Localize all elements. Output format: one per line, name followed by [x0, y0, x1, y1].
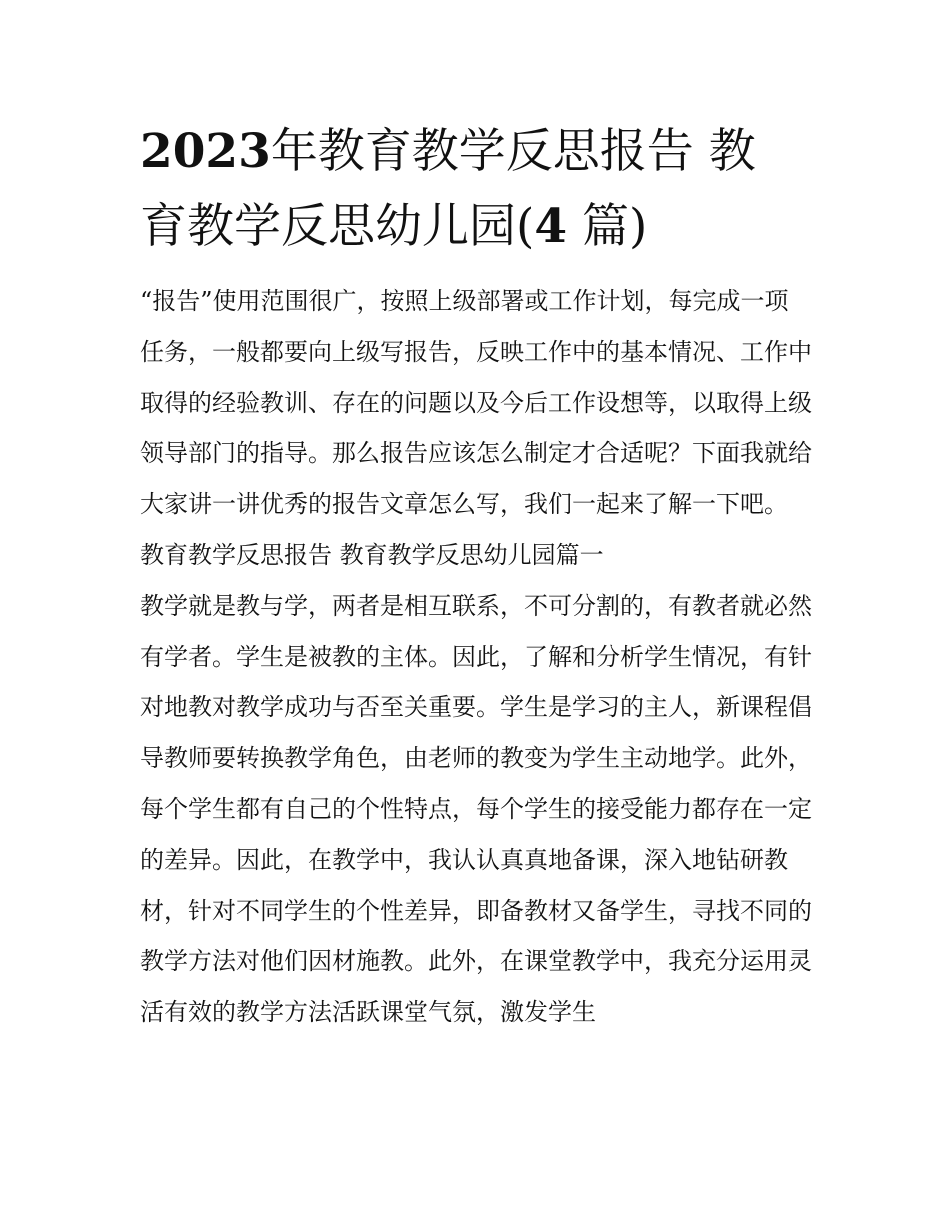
title-line2-end: 篇) — [567, 199, 648, 254]
intro-paragraph: “报告”使用范围很广，按照上级部署或工作计划，每完成一项任务，一般都要向上级写报告，反映工作中的基本情况、工作中取得的经验教训、存在的问题以及今后工作设想等，以取得上级领导部门的指导。那么报告应该怎么制定才合适呢？下面我就给大家讲一讲优秀的报告文章怎么写，我们一起来了解一下吧。 — [140, 287, 812, 519]
title-line1-text: 年教育教学反思报告 教 — [270, 124, 756, 179]
title-count: 4 — [534, 199, 568, 254]
title-year: 2023 — [140, 124, 271, 179]
section-heading: 教育教学反思报告 教育教学反思幼儿园篇一 — [140, 540, 604, 569]
document-body — [140, 276, 812, 1038]
title-line2-text: 育教学反思幼儿园( — [140, 199, 535, 254]
page-title — [140, 114, 820, 264]
section-paragraph: 教学就是教与学，两者是相互联系，不可分割的，有教者就必然有学者。学生是被教的主体。因此，了解和分析学生情况，有针对地教对教学成功与否至关重要。学生是学习的主人，新课程倡导教师要转换教学角色，由老师的教变为学生主动地学。此外，每个学生都有自己的个性特点，每个学生的接受能力都存在一定的差异。因此，在教学中，我认认真真地备课，深入地钻研教材，针对不同学生的个性差异，即备教材又备学生，寻找不同的教学方法对他们因材施教。此外，在课堂教学中，我充分运用灵活有效的教学方法活跃课堂气氛，激发学生 — [140, 591, 812, 1027]
